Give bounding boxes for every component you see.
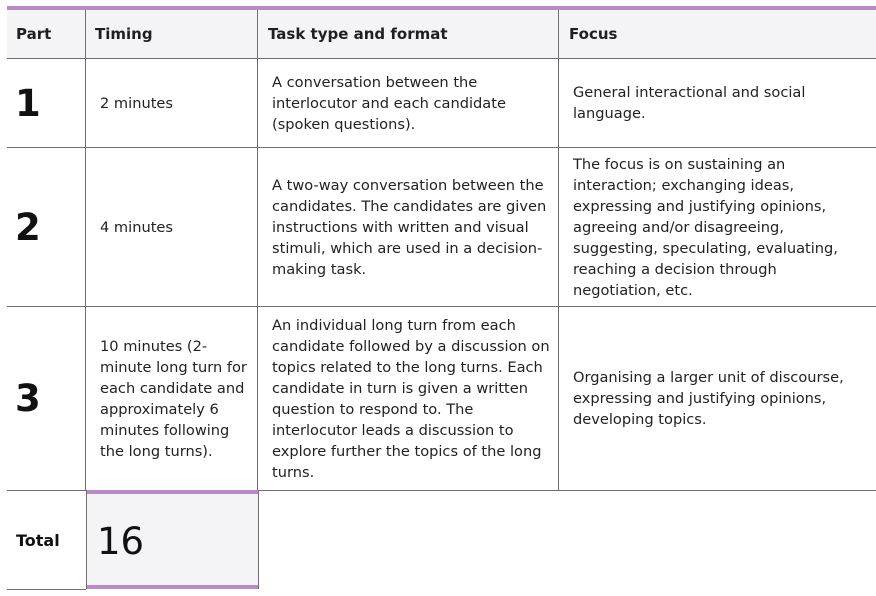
part-number: 1 — [15, 81, 41, 125]
task-cell: An individual long turn from each candidate followed by a discussion on topics related to the long turns. Each candidate in turn is given a written question to respond to. The interlocutor leads a discussion to explore further the topics of the long turns. — [272, 316, 550, 481]
task-cell: A two-way conversation between the candidates. The candidates are given instructions with written and visual stimuli, which are used in a decision-making task. — [272, 176, 547, 278]
timing-cell: 4 minutes — [100, 218, 173, 236]
header-focus: Focus — [569, 25, 618, 43]
header-task-type: Task type and format — [268, 25, 448, 43]
focus-cell: The focus is on sustaining an interaction; exchanging ideas, expressing and justifying opinions, agreeing and/or disagreeing, suggesting, speculating, evaluating, reaching a decision through negotiation, etc. — [573, 155, 838, 299]
total-box — [86, 490, 259, 589]
part-number: 2 — [15, 205, 41, 249]
focus-cell: Organising a larger unit of discourse, expressing and justifying opinions, developing topics. — [573, 369, 844, 428]
task-cell: A conversation between the interlocutor and each candidate (spoken questions). — [272, 73, 506, 133]
focus-cell: General interactional and social language. — [573, 84, 806, 122]
column-divider — [558, 10, 559, 490]
timing-cell: 2 minutes — [100, 94, 173, 112]
part-number: 3 — [15, 377, 41, 420]
total-label: Total — [16, 530, 60, 550]
timing-cell: 10 minutes (2-minute long turn for each candidate and approximately 6 minutes following the long turns). — [100, 337, 247, 460]
column-divider — [85, 10, 86, 490]
column-divider — [257, 10, 258, 490]
total-value: 16 — [97, 520, 145, 563]
total-bottom-accent — [87, 585, 258, 589]
speaking-test-table — [7, 6, 876, 596]
row-divider — [7, 589, 86, 590]
header-timing: Timing — [95, 25, 153, 43]
total-top-accent — [87, 490, 258, 494]
header-part: Part — [16, 25, 52, 43]
